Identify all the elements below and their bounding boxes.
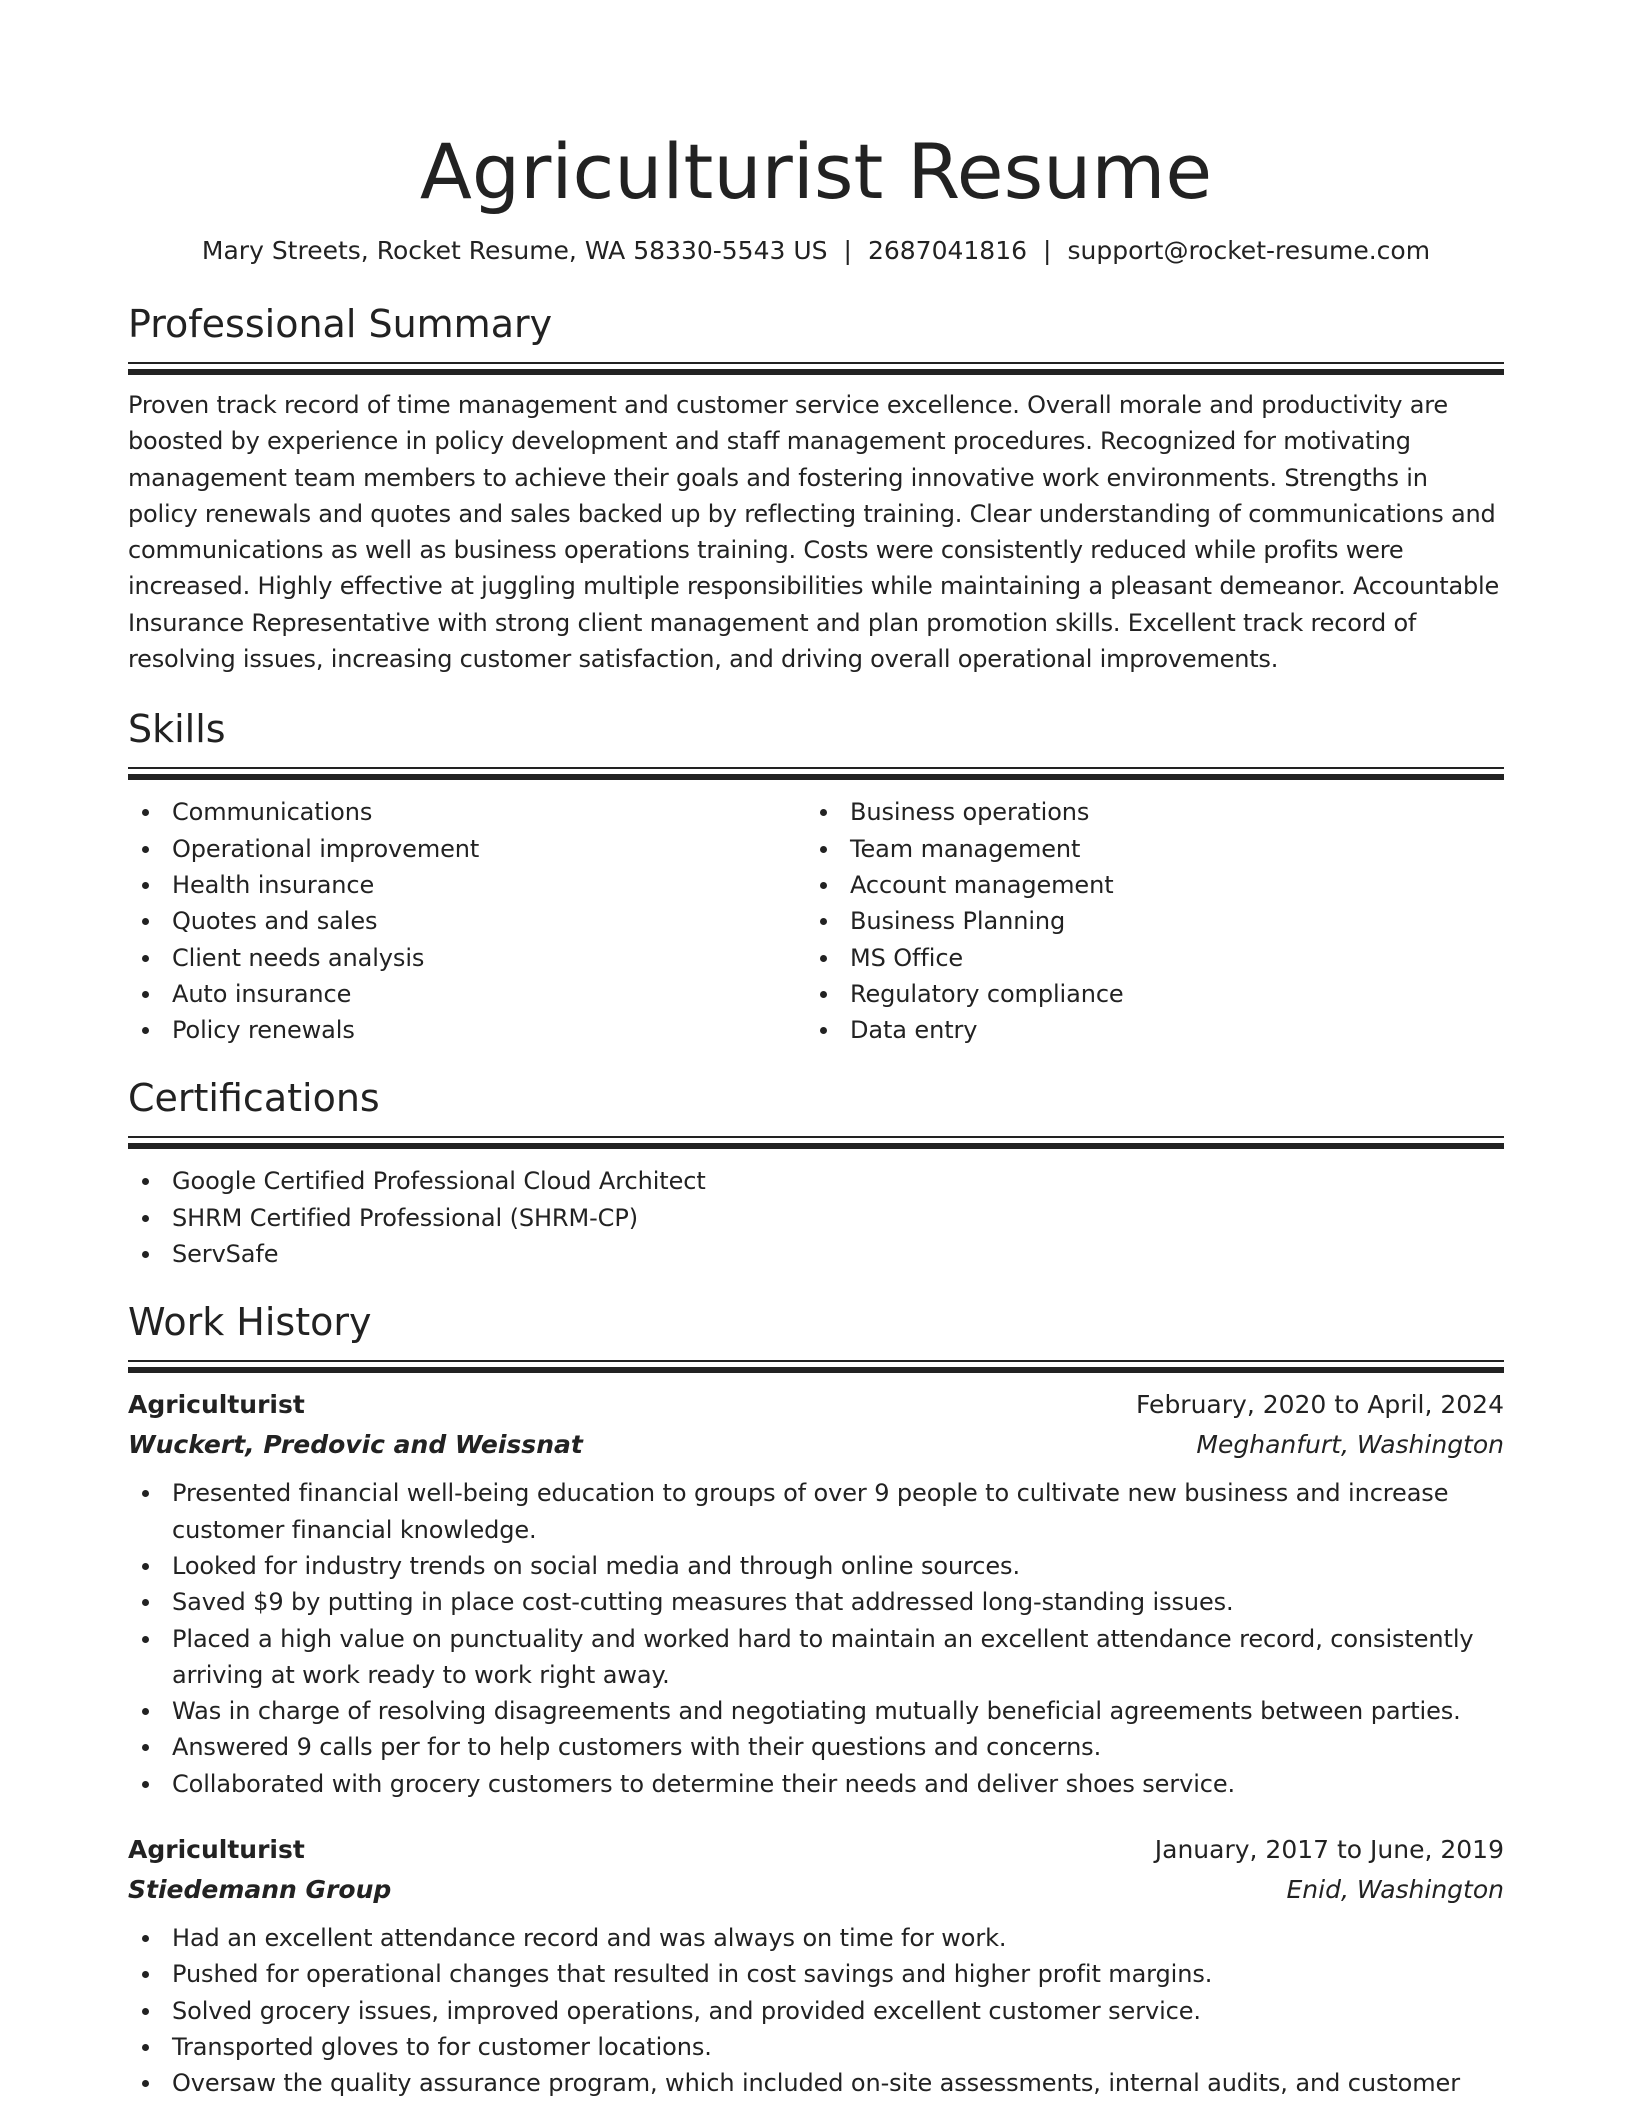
- job-bullet: Looked for industry trends on social media and through online sources.: [128, 1548, 1504, 1584]
- heading-rule-thick: [128, 1367, 1504, 1373]
- job-bullet: Saved $9 by putting in place cost-cutting measures that addressed long-standing issues.: [128, 1584, 1504, 1620]
- certification-item: Google Certified Professional Cloud Architect: [128, 1163, 1504, 1199]
- job-header: [128, 1830, 1504, 1870]
- job-bullets: [128, 1475, 1504, 1802]
- resume-page: [128, 0, 1504, 2102]
- heading-rule-thin: [128, 767, 1504, 769]
- job-location: Meghanfurt, Washington: [1196, 1430, 1504, 1460]
- summary-text: Proven track record of time management and customer service excellence. Overall morale and productivity are boosted by experience in policy development and staff management procedures. Recognized for motivating management team members to achieve their goals and fostering innovative work environments. Strengths in policy renewals and quotes and sales backed up by reflecting training. Clear understanding of communications and communications as well as business operations training. Costs were consistently reduced while profits were increased. Highly effective at juggling multiple responsibilities while maintaining a pleasant demeanor. Accountable Insurance Representative with strong client management and plan promotion skills. Excellent track record of resolving issues, increasing customer satisfaction, and driving overall operational improvements.: [128, 391, 1500, 674]
- heading-rule-thick: [128, 774, 1504, 780]
- skill-item: Policy renewals: [128, 1012, 806, 1048]
- job-company: Stiedemann Group: [128, 1875, 392, 1905]
- skill-item: Business operations: [806, 794, 1484, 830]
- job-bullet: Transported gloves to for customer locations.: [128, 2029, 1504, 2065]
- skill-item: Communications: [128, 794, 806, 830]
- job-entry: [128, 1830, 1504, 2101]
- job-bullet: Placed a high value on punctuality and worked hard to maintain an excellent attendance record, consistently arriving at work ready to work right away.: [128, 1621, 1504, 1694]
- certifications-heading: Certifications: [128, 1076, 380, 1121]
- job-dates: January, 2017 to June, 2019: [1154, 1835, 1504, 1865]
- certifications-list: [128, 1163, 1504, 1272]
- contact-phone: 2687041816: [867, 236, 1028, 265]
- job-subheader: [128, 1425, 1504, 1465]
- skill-item: MS Office: [806, 940, 1484, 976]
- heading-rule-thick: [128, 1143, 1504, 1149]
- skills-list-left: [128, 794, 806, 1048]
- contact-separator: |: [1043, 236, 1052, 265]
- contact-separator: |: [843, 236, 852, 265]
- skill-item: Account management: [806, 867, 1484, 903]
- skill-item: Health insurance: [128, 867, 806, 903]
- skill-item: Regulatory compliance: [806, 976, 1484, 1012]
- certification-item: ServSafe: [128, 1236, 1504, 1272]
- job-title: Agriculturist: [128, 1835, 305, 1865]
- job-bullet: Solved grocery issues, improved operations, and provided excellent customer service.: [128, 1993, 1504, 2029]
- contact-line: [128, 234, 1504, 268]
- contact-address: Mary Streets, Rocket Resume, WA 58330-5543 US: [201, 236, 828, 265]
- resume-title: Agriculturist Resume: [419, 127, 1213, 216]
- work-history-section: [128, 1298, 1504, 2101]
- skill-item: Business Planning: [806, 903, 1484, 939]
- skill-item: Quotes and sales: [128, 903, 806, 939]
- skill-item: Operational improvement: [128, 831, 806, 867]
- skill-item: Auto insurance: [128, 976, 806, 1012]
- summary-section: [128, 300, 1504, 677]
- job-bullet: Pushed for operational changes that resulted in cost savings and higher profit margins.: [128, 1956, 1504, 1992]
- job-bullet: Had an excellent attendance record and was always on time for work.: [128, 1920, 1504, 1956]
- contact-email: support@rocket-resume.com: [1067, 236, 1431, 265]
- job-bullet: Oversaw the quality assurance program, which included on-site assessments, internal audits, and customer: [128, 2065, 1504, 2101]
- skill-item: Data entry: [806, 1012, 1484, 1048]
- job-bullet: Answered 9 calls per for to help customers with their questions and concerns.: [128, 1729, 1504, 1765]
- job-location: Enid, Washington: [1286, 1875, 1504, 1905]
- skills-section: [128, 705, 1504, 1048]
- job-entry: [128, 1385, 1504, 1802]
- heading-rule-thin: [128, 1136, 1504, 1138]
- certifications-section: [128, 1074, 1504, 1272]
- skills-columns: [128, 794, 1504, 1048]
- job-header: [128, 1385, 1504, 1425]
- heading-rule-thin: [128, 1360, 1504, 1362]
- skill-item: Team management: [806, 831, 1484, 867]
- job-bullet: Presented financial well-being education to groups of over 9 people to cultivate new business and increase customer financial knowledge.: [128, 1475, 1504, 1548]
- job-bullet: Was in charge of resolving disagreements and negotiating mutually beneficial agreements between parties.: [128, 1693, 1504, 1729]
- heading-rule-thick: [128, 369, 1504, 375]
- skills-heading: Skills: [128, 707, 226, 752]
- heading-rule-thin: [128, 362, 1504, 364]
- certification-item: SHRM Certified Professional (SHRM-CP): [128, 1200, 1504, 1236]
- job-bullet: Collaborated with grocery customers to determine their needs and deliver shoes service.: [128, 1766, 1504, 1802]
- job-title: Agriculturist: [128, 1390, 305, 1420]
- job-bullets: [128, 1920, 1504, 2101]
- job-dates: February, 2020 to April, 2024: [1136, 1390, 1504, 1420]
- summary-heading: Professional Summary: [128, 302, 553, 346]
- job-subheader: [128, 1870, 1504, 1910]
- job-company: Wuckert, Predovic and Weissnat: [128, 1430, 583, 1460]
- skills-list-right: [806, 794, 1484, 1048]
- skill-item: Client needs analysis: [128, 940, 806, 976]
- work-history-heading: Work History: [128, 1300, 372, 1345]
